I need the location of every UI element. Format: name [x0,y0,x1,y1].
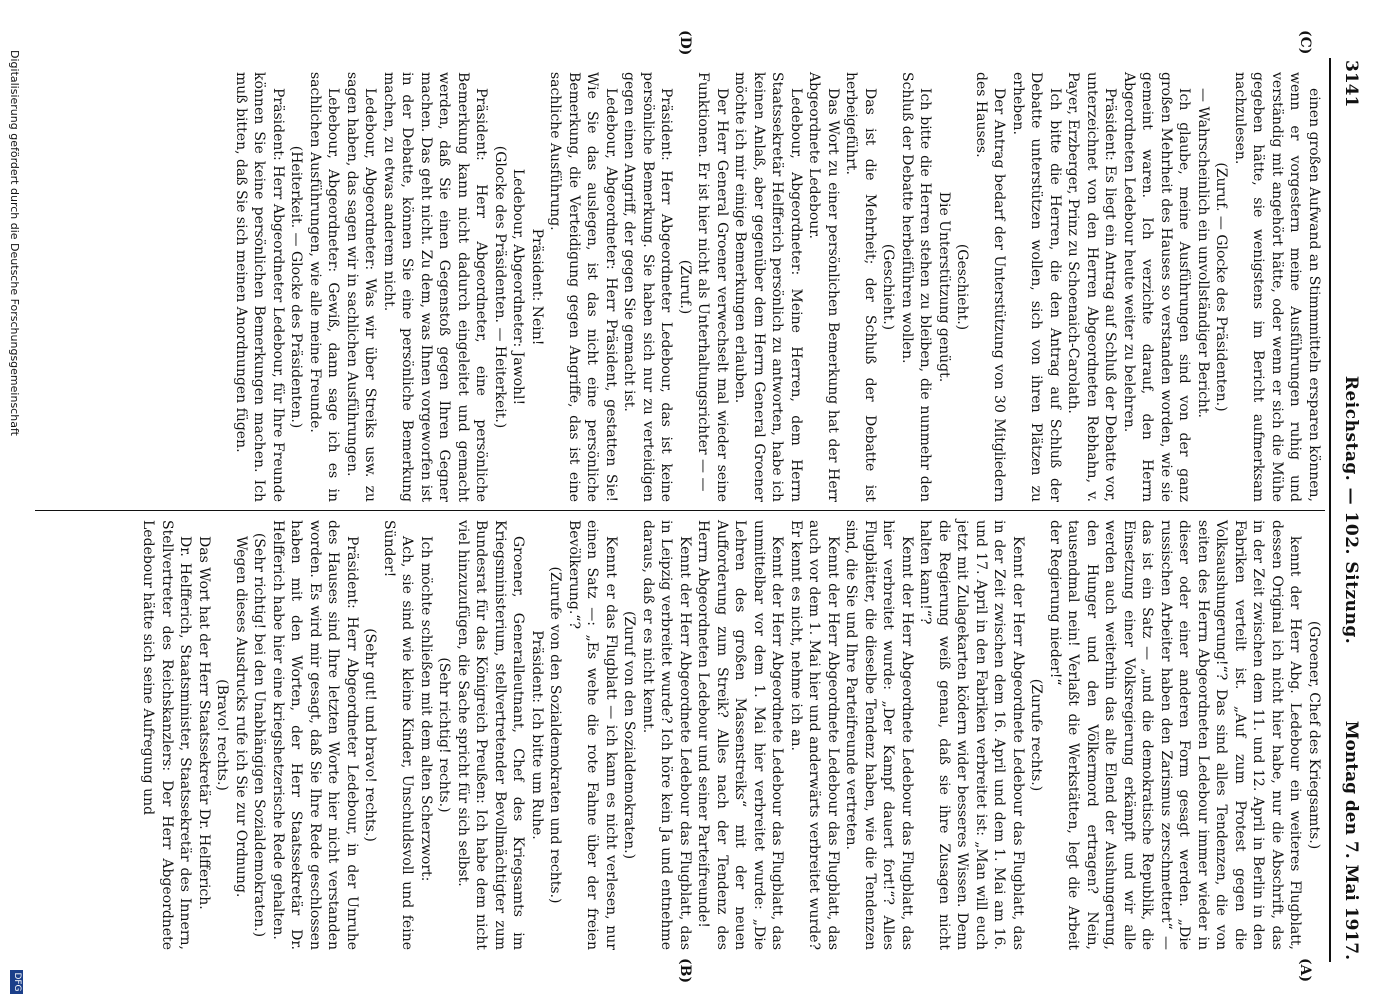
margin-letter-b: (B) [677,958,693,984]
paragraph: Der Antrag bedarf der Unterstützung von 30 Mitgliedern des Hauses. [973,72,1008,502]
margin-letter-c: (C) [1297,30,1313,55]
paragraph: (Zuruf. — Glocke des Präsidenten.) [1213,162,1230,412]
paragraph: (Sehr gut! und bravo! rechts.) [362,628,379,842]
paragraph: Kennt der Herr Abgeordnete Ledebour das Flugblatt, das auch vor dem 1. Mai hier und anderwärts verbreitet wurde? Er kennt es nicht, nehme ich an. [788,520,841,950]
paragraph: (Sehr richtig! bei den Unabhängigen Sozialdemokraten.) [251,532,268,938]
paragraph: Das Wort hat der Herr Staatssekretär Dr. Helfferich. [196,536,212,910]
session-date: Montag den 7. Mai 1917. [1341,720,1361,960]
paragraph: Ledebour, Abgeordneter: Jawohl! [510,168,527,406]
paragraph: Ich bitte die Herren stehen zu bleiben, die nunmehr den Schluß der Debatte herbeiführen wollen. [899,72,934,502]
paragraph: Die Unterstützung genügt. [936,191,952,383]
paragraph: Ich glaube, meine Ausführungen sind von der ganz großen Mehrheit des Hauses so verstanden worden, wie sie gemeint waren. Ich verzichte darauf, den Herrn Abgeordneten Ledebour heute weiter zu belehren. [1121,72,1193,502]
paragraph: Ich bitte die Herren, die den Antrag auf Schluß der Debatte unterstützen wollen, sich von ihren Plätzen zu erheben. [1010,72,1063,502]
paragraph: Präsident: Herr Abgeordneter Ledebour, für Ihre Freunde können Sie keine persönlichen Bemerkungen machen. Ich muß bitten, daß Sie sich meinen Anordnungen fügen. [233,72,286,502]
paragraph: (Heiterkeit. — Glocke des Präsidenten.) [288,145,305,429]
paragraph: Kennt er das Flugblatt — ich kann es nicht verlesen, nur einen Satz —: „Es wehe die rote Fahne über der freien Bevölkerung.“? [566,520,619,950]
page-header [1331,60,1361,960]
paragraph: Präsident: Nein! [529,228,545,346]
page-number: 3141 [1341,60,1361,108]
paragraph: (Zuruf von den Sozialdemokraten.) [621,610,638,860]
paragraph: Ach, sie sind wie kleine Kinder, Unschuldsvoll und feine Sünder! [381,520,416,950]
paragraph: Wegen dieses Ausdrucks rufe ich Sie zur Ordnung. [233,536,249,898]
dfg-logo: DFG [10,970,23,994]
margin-letter-d: (D) [677,30,693,56]
paragraph: (Glocke des Präsidenten. — Heiterkeit.) [492,145,508,429]
header-rule [1329,58,1331,962]
column-divider [35,510,1325,511]
paragraph: Ledebour, Abgeordneter: Herr Präsident, gestatten Sie! Wie Sie das auslegen, ist das nicht eine persönliche Bemerkung, die Verteidigung gegen Angriffe, das ist eine sachliche Ausführung. [547,72,619,502]
paragraph: (Zuruf.) [677,259,693,315]
paragraph: Präsident: Es liegt ein Antrag auf Schluß der Debatte vor, unterzeichnet von den Herren Abgeordneten Rebhahn, v. Payer, Erzberger, Prinz zu Schoenaich-Carolath. [1065,72,1119,502]
paragraph: Groener, Generalleutnant, Chef des Kriegsamts im Kriegsministerium, stellvertretender Bevollmächtigter zum Bundesrat für das Königreich Preußen: Ich habe dem nicht viel hinzuzufügen, die Sache spricht für sich selbst. [455,520,527,950]
paragraph: Ich möchte schließen mit dem alten Scherzwort: [418,536,434,882]
paragraph: (Geschieht.) [880,243,897,331]
paragraph: Kennt der Herr Abgeordnete Ledebour das Flugblatt, das in Leipzig verbreitet wurde? Ich höre kein Ja und entnehme daraus, daß er es nicht kennt. [640,520,693,950]
paragraph: Präsident: Herr Abgeordneter Ledebour, in der Unruhe des Hauses sind Ihre letzten Worte hier nicht verstanden worden. Es wird mir gesagt, daß Sie Ihre Rede geschlossen haben mit den Worten, der Herr Staatssekretär Dr. Helfferich habe hier eine kriegshetzerische Rede gehalten. [270,520,360,950]
paragraph: kennt der Herr Abg. Ledebour ein weiteres Flugblatt, dessen Original ich nicht hier habe, nur die Abschrift, das in der Zeit zwischen dem 11. und 12. April in Berlin in den Fabriken verteilt ist. „Auf zum Protest gegen die Volksaushungerung!“? Das sind alles Tendenzen, die von seiten des Herrn Abgeordneten Ledebour immer wieder in dieser oder einer anderen Form gesagt werden. „Die russischen Arbeiter haben den Zarismus zerschmettert“ — das ist ein Satz — „und die demokratische Republik, die Einsetzung einer Volksregierung erkämpft und wir alle werden auch weiterhin das alte Elend der Aushungerung, den Hunger und den Völkermord ertragen? Nein, tausendmal nein! Verlaßt die Werkstätten, legt die Arbeit der Regierung nieder!“ [1047,520,1304,950]
paragraph: Präsident: Herr Abgeordneter Ledebour, das ist keine persönliche Bemerkung. Sie haben sich nur zu verteidigen gegen einen Angriff, der gegen Sie gemacht ist. [621,72,675,502]
paragraph: (Zurufe von den Sozialdemokraten und rechts.) [547,566,564,904]
paragraph: (Groener, Chef des Kriegsamts.) [1306,620,1322,850]
paragraph: Präsident: Ich bitte um Ruhe. [529,630,545,840]
digitization-credit: Digitalisierung gefördert durch die Deutsche Forschungsgemeinschaft [8,50,21,436]
paragraph: Kennt der Herr Abgeordnete Ledebour das Flugblatt, das hier verbreitet wurde: „Der Kampf dauert fort!“? Alles Flugblätter, die dieselbe Tendenz haben, wie die Tendenzen sind, die Sie und Ihre Parteifreunde vertreten. [843,520,915,950]
paragraph: (Sehr richtig! rechts.) [436,657,453,813]
left-column-text [139,520,1323,950]
paragraph: Der Herr General Groener verwechselt mal wieder seine Funktionen. Er ist hier nicht als Unterhaltungsrichter — — [695,72,730,502]
paragraph: Kennt der Herr Abgeordnete Ledebour das Flugblatt, das unmittelbar vor dem 1. Mai hier verbreitet wurde: „Die Lehren des großen Massenstreiks“ mit der neuen Aufforderung zum Streik? Alles nach der Tendenz des Herrn Abgeordneten Ledebour und seiner Parteifreunde! [695,520,786,950]
paragraph: einen großen Aufwand an Stimmmitteln ersparen können, wenn er vorgestern meine Ausführungen ruhig und verständig mit angehört hätte, oder wenn er sich die Mühe gegeben hätte, sie wenigstens im Bericht aufmerksam nachzulesen. [1232,72,1322,502]
paragraph: Präsident: Herr Abgeordneter, eine persönliche Bemerkung kann nicht dadurch eingeleitet und gemacht werden, daß Sie einen Gegenstoß gegen Ihren Gegner machen. Das geht nicht. Zu dem, was Ihnen vorgeworfen ist in der Debatte, können Sie eine persönliche Bemerkung machen, zu etwas anderem nicht. [381,72,490,502]
paragraph: Das ist die Mehrheit; der Schluß der Debatte ist herbeigeführt. [843,72,878,502]
paragraph: (Zurufe rechts.) [1028,678,1045,792]
right-column-text [232,72,1324,502]
paragraph: Ledebour, Abgeordneter: Meine Herren, dem Herrn Staatssekretär Helfferich persönlich zu antworten, habe ich keinen Anlaß, aber gegenüber dem Herrn General Groener möchte ich mir einige Bemerkungen erlauben. [732,72,804,502]
paragraph: Kennt der Herr Abgeordnete Ledebour das Flugblatt, das in der Zeit zwischen dem 16. April und dem 1. Mai am 16. und 17. April in den Fabriken verbreitet ist: „Man will euch jetzt mit Zulagekarten ködern wider besseres Wissen. Denn die Regierung weiß genau, daß sie ihre Zusagen nicht halten kann!“? [917,520,1026,950]
paragraph: Das Wort zu einer persönlichen Bemerkung hat der Herr Abgeordnete Ledebour. [806,72,841,502]
margin-letter-a: (A) [1297,958,1313,983]
paragraph: — Wahrscheinlich ein unvollständiger Bericht. [1195,88,1211,418]
paragraph: (Bravo! rechts.) [214,679,231,791]
paragraph: Ledebour, Abgeordneter: Was wir über Streiks usw. zu sagen haben, das sagen wir in sachlichen Ausführungen. [344,72,379,502]
paragraph: Lebebour, Abgeordneter: Gewiß, dann sage ich es in sachlichen Ausführungen, wie alle meine Freunde. [307,72,342,502]
paragraph: Dr. Helfferich, Staatsminister, Staatssekretär des Innern, Stellvertreter des Reichskanzlers: Der Herr Abgeordnete Ledebour hätte sich seine Aufregung und [140,520,194,950]
running-title: Reichstag. — 102. Sitzung. [1341,375,1361,645]
paragraph: (Geschieht.) [954,243,971,331]
